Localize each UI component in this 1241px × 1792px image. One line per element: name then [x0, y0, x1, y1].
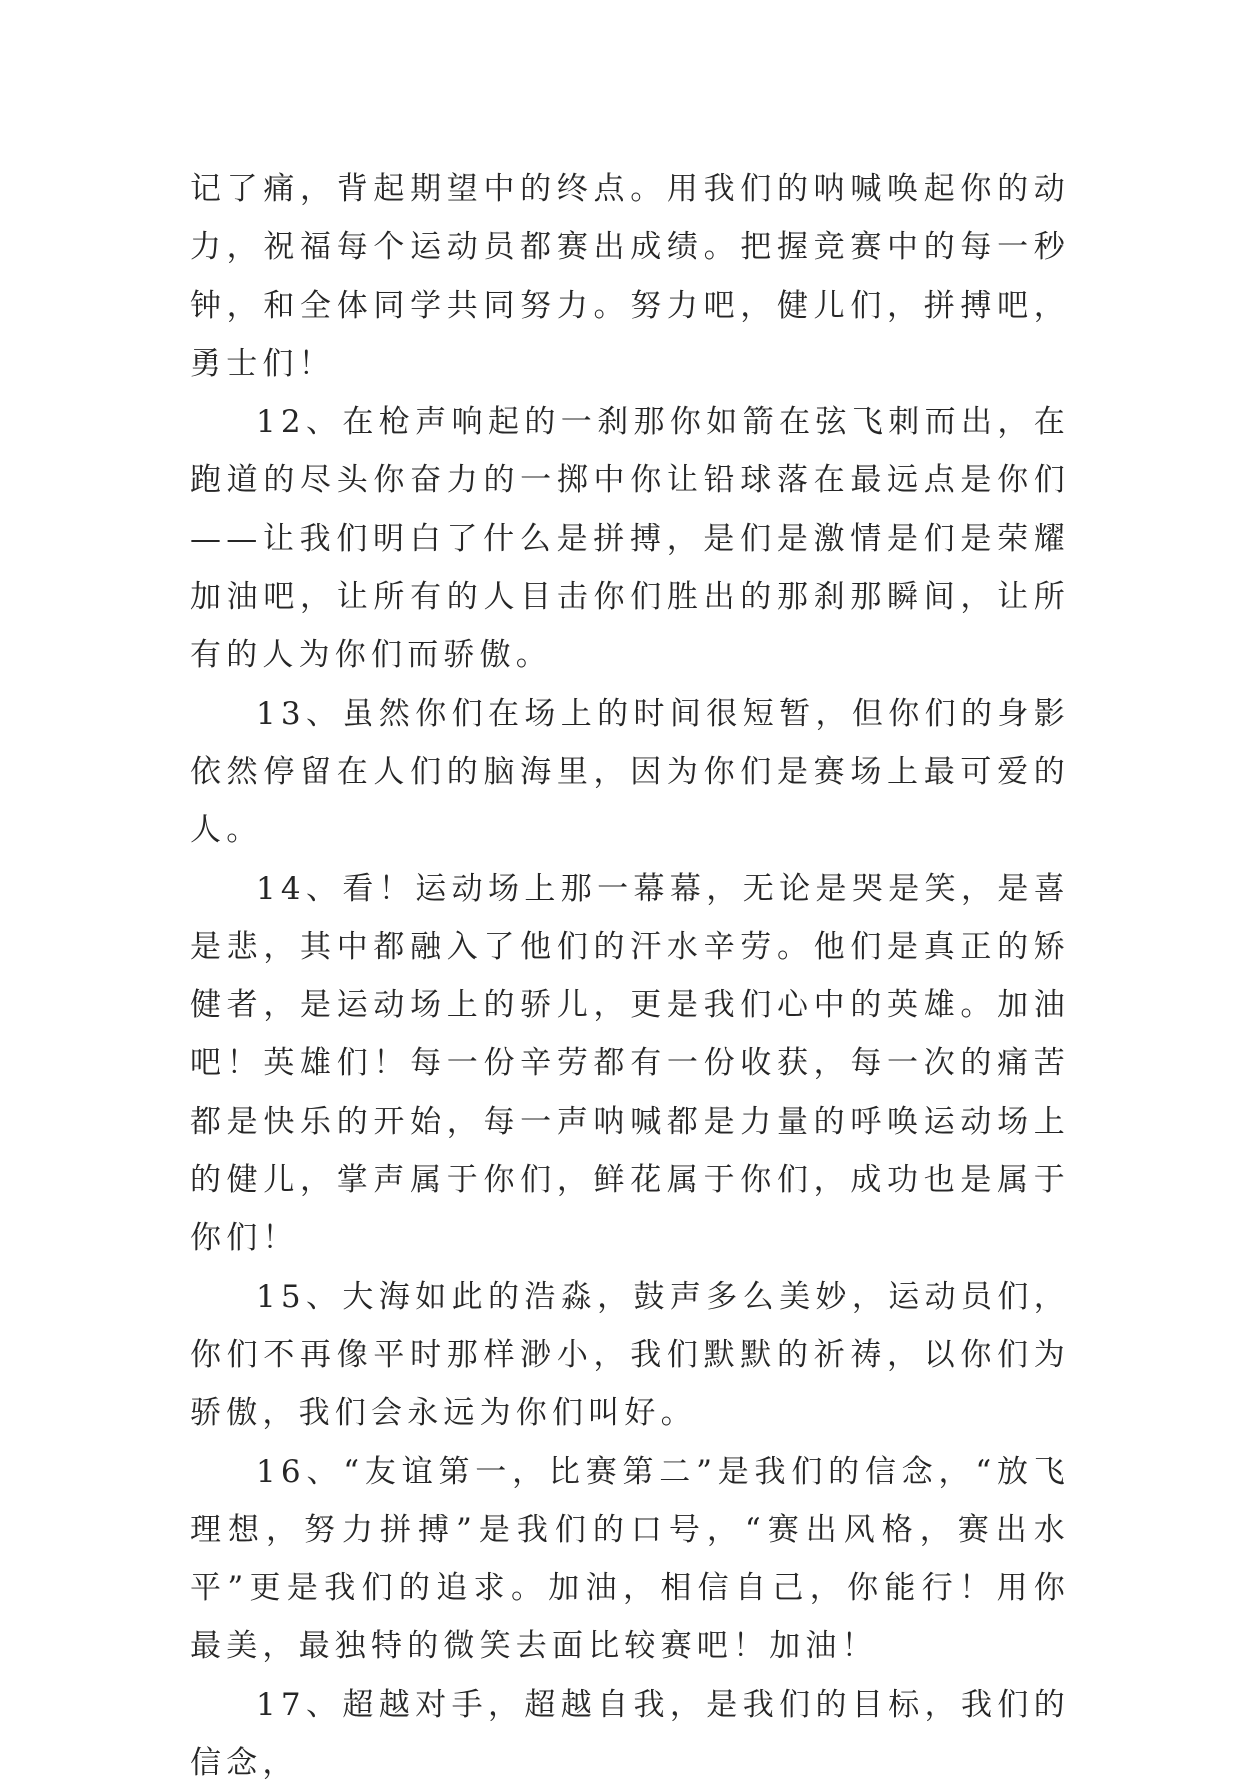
paragraph-11-continued: 记了痛，背起期望中的终点。用我们的呐喊唤起你的动力，祝福每个运动员都赛出成绩。把握竞赛中的每一秒钟，和全体同学共同努力。努力吧，健儿们，拼搏吧，勇士们！: [190, 171, 1070, 382]
document-body: [190, 160, 1070, 1792]
paragraph-15: 15、大海如此的浩淼，鼓声多么美妙，运动员们，你们不再像平时那样渺小，我们默默的祈祷，以你们为骄傲，我们会永远为你们叫好。: [190, 1278, 1070, 1432]
paragraph-13: 13、虽然你们在场上的时间很短暂，但你们的身影依然停留在人们的脑海里，因为你们是赛场上最可爱的人。: [190, 695, 1070, 849]
paragraph-12: 12、在枪声响起的一刹那你如箭在弦飞刺而出，在跑道的尽头你奋力的一掷中你让铅球落在最远点是你们——让我们明白了什么是拼搏，是们是激情是们是荣耀加油吧，让所有的人目击你们胜出的那刹那瞬间，让所有的人为你们而骄傲。: [190, 404, 1070, 674]
paragraph-14: 14、看！运动场上那一幕幕，无论是哭是笑，是喜是悲，其中都融入了他们的汗水辛劳。他们是真正的矫健者，是运动场上的骄儿，更是我们心中的英雄。加油吧！英雄们！每一份辛劳都有一份收获，每一次的痛苦都是快乐的开始，每一声呐喊都是力量的呼唤运动场上的健儿，掌声属于你们，鲜花属于你们，成功也是属于你们！: [190, 870, 1070, 1257]
paragraph-16: 16、“友谊第一，比赛第二”是我们的信念，“放飞理想，努力拼搏”是我们的口号，“赛出风格，赛出水平”更是我们的追求。加油，相信自己，你能行！用你最美，最独特的微笑去面比较赛吧！加油！: [190, 1453, 1070, 1665]
paragraph-17: 17、超越对手，超越自我，是我们的目标，我们的信念，: [190, 1686, 1070, 1782]
